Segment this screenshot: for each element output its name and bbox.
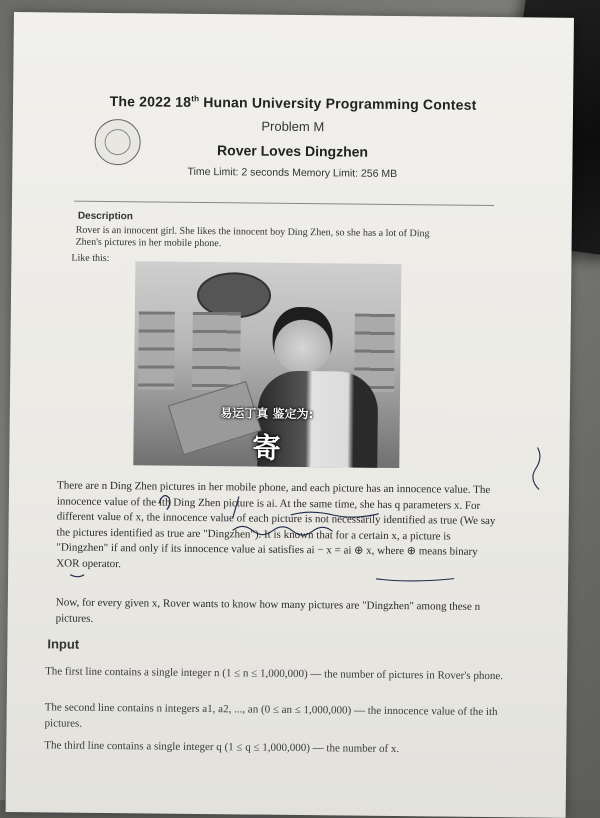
photo-big-character: 寄: [252, 431, 281, 465]
contest-title-sup: th: [191, 94, 200, 104]
contest-title: [13, 92, 573, 114]
pen-margin-mark: [533, 447, 540, 489]
shelf: [138, 311, 175, 389]
photo-caption: 易运丁真 鉴定为:: [220, 406, 314, 422]
input-heading: Input: [47, 636, 80, 652]
person-head: [272, 307, 333, 374]
dingzhen-photo: [133, 261, 401, 468]
limits-line: Time Limit: 2 seconds Memory Limit: 256 MB: [187, 165, 398, 181]
statement-question: Now, for every given x, Rover wants to know how many pictures are "Dingzhen" among these n pictures.: [55, 596, 481, 625]
pen-underline-ai: [70, 575, 84, 577]
like-this-label: Like this:: [71, 252, 110, 265]
shelf: [192, 312, 241, 390]
problem-name: Rover Loves Dingzhen: [217, 142, 369, 160]
description-intro: Rover is an innocent girl. She likes the innocent boy Ding Zhen, so she has a lot of Ding Zhen's pictures in her mobile phone.: [75, 224, 430, 250]
pen-underline-xor: [376, 578, 454, 582]
paper-sheet: [6, 12, 574, 818]
input-line-3: The third line contains a single integer q (1 ≤ q ≤ 1,000,000) — the number of x.: [44, 739, 400, 756]
problem-id: Problem M: [261, 118, 325, 135]
contest-title-post: Hunan University Programming Contest: [199, 93, 477, 113]
description-heading: Description: [77, 210, 133, 223]
input-line-2: The second line contains n integers a1, a2, ..., an (0 ≤ an ≤ 1,000,000) — the innocence value of the ith pictures.: [44, 701, 498, 730]
input-line-1: The first line contains a single integer n (1 ≤ n ≤ 1,000,000) — the number of pictures in Rover's phone.: [45, 665, 504, 683]
contest-title-pre: The 2022 18: [109, 93, 192, 110]
statement-paragraph: There are n Ding Zhen pictures in her mobile phone, and each picture has an innocence value. The innocence value of the ith Ding Zhen picture is ai. At the same time, she has q parameters x. For different value of x, the innocence value of each picture is not necessarily identified as true (We say the pictures identified as true are "Dingzhen"). It is known that for a certain x, a picture is "Dingzhen" if and only if its innocence value ai satisfies ai − x = ai ⊕ x, where ⊕ means binary XOR operator.: [56, 479, 496, 571]
header-divider: [74, 201, 494, 206]
problem-header: [12, 92, 573, 182]
